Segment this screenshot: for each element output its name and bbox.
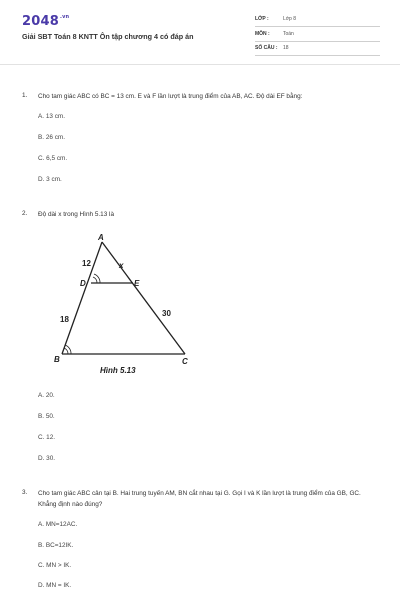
q1-option-a[interactable]: A. 13 cm. xyxy=(38,113,65,120)
length-ec-label: 30 xyxy=(162,309,171,318)
meta-value-count: 18 xyxy=(283,45,289,51)
q3-option-b[interactable]: B. BC=12IK. xyxy=(38,542,74,549)
q1-option-c[interactable]: C. 6,5 cm. xyxy=(38,155,68,162)
vertex-b-label: B xyxy=(54,355,60,364)
length-db-label: 18 xyxy=(60,315,69,324)
q2-option-a[interactable]: A. 20. xyxy=(38,392,55,399)
q1-option-b[interactable]: B. 26 cm. xyxy=(38,134,65,141)
document-title: Giải SBT Toán 8 KNTT Ôn tập chương 4 có đáp án xyxy=(22,32,194,41)
q1-option-d[interactable]: D. 3 cm. xyxy=(38,176,62,183)
length-ad-label: 12 xyxy=(82,259,91,268)
vertex-a-label: A xyxy=(98,233,104,242)
meta-label-class: LỚP : xyxy=(255,16,269,22)
length-ae-label: x xyxy=(119,261,124,270)
figure-caption: Hình 5.13 xyxy=(100,366,136,375)
logo-domain: .vn xyxy=(59,14,70,20)
header-divider xyxy=(0,64,400,65)
meta-row-class xyxy=(255,14,380,27)
q2-option-d[interactable]: D. 30. xyxy=(38,455,56,462)
question-text: Độ dài x trong Hình 5.13 là xyxy=(38,211,115,218)
angle-mark-b xyxy=(64,348,68,354)
question-number: 3. xyxy=(22,489,28,496)
angle-mark-d xyxy=(93,277,97,283)
q3-option-d[interactable]: D. MN = IK. xyxy=(38,582,72,589)
meta-table xyxy=(255,14,380,58)
vertex-c-label: C xyxy=(182,357,188,366)
triangle-figure xyxy=(40,230,220,380)
vertex-e-label: E xyxy=(134,279,140,288)
logo-text: 2048 xyxy=(22,14,59,29)
side-ac xyxy=(102,242,185,354)
q3-option-a[interactable]: A. MN=12AC. xyxy=(38,521,78,528)
q2-option-c[interactable]: C. 12. xyxy=(38,434,56,441)
triangle-diagram xyxy=(40,230,220,380)
question-number: 2. xyxy=(22,210,28,217)
site-logo[interactable] xyxy=(22,14,69,29)
q3-option-c[interactable]: C. MN > IK. xyxy=(38,562,72,569)
meta-value-class: Lớp 8 xyxy=(283,16,297,22)
meta-label-count: SỐ CÂU : xyxy=(255,45,278,51)
vertex-d-label: D xyxy=(80,279,86,288)
meta-value-subject: Toán xyxy=(283,30,294,37)
q2-option-b[interactable]: B. 50. xyxy=(38,413,55,420)
meta-row-count xyxy=(255,43,380,56)
meta-row-subject xyxy=(255,29,380,42)
question-text: Cho tam giác ABC có BC = 13 cm. E và F lần lượt là trung điểm của AB, AC. Độ dài EF bằng: xyxy=(38,93,303,100)
question-text: Cho tam giác ABC cân tại B. Hai trung tuyến AM, BN cắt nhau tại G. Gọi I và K lần lượt là trung điểm của GB, GC. Khẳng định nào đúng? xyxy=(38,490,361,508)
question-number: 1. xyxy=(22,92,28,99)
meta-label-subject: MÔN : xyxy=(255,30,270,37)
